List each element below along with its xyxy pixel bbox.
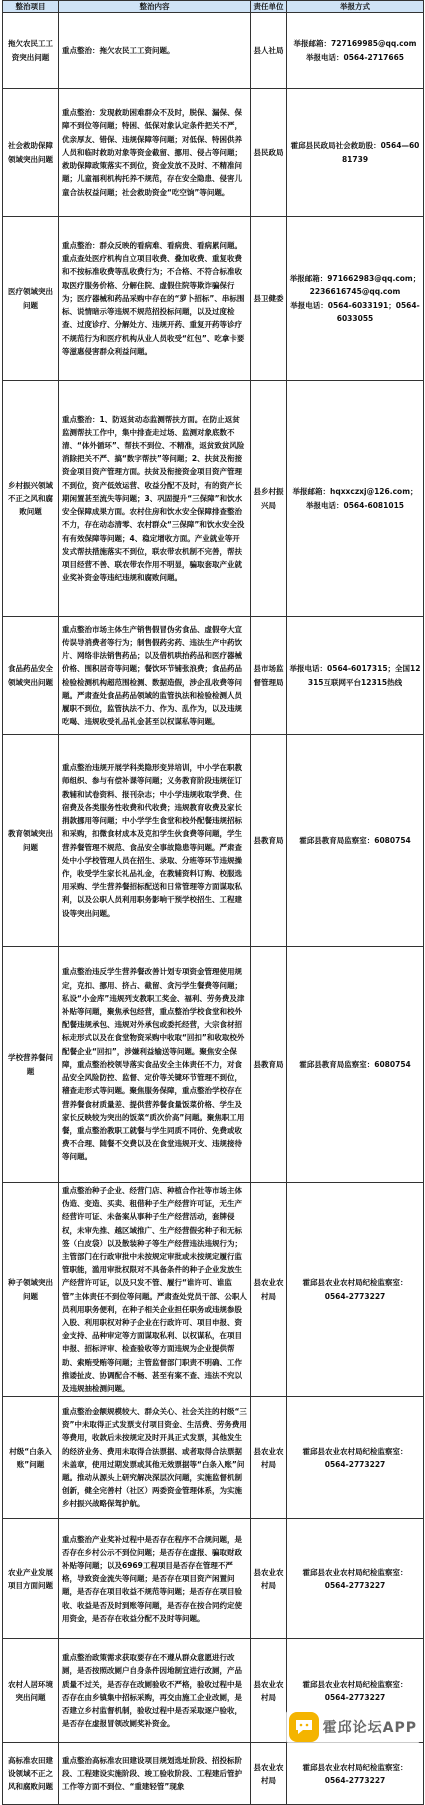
row-dept: 县民政局 xyxy=(251,89,287,217)
row-area: 乡村振兴领域不正之风和腐败问题 xyxy=(3,381,59,617)
row-report[interactable]: 霍邱县民政局社会救助股：0564—6081739 xyxy=(287,89,424,217)
table-row xyxy=(3,735,424,947)
row-report[interactable]: 霍邱县教育局监察室：6080754 xyxy=(287,947,424,1183)
row-area: 农村人居环境突出问题 xyxy=(3,1639,59,1743)
row-dept: 县市场监督管理局 xyxy=(251,617,287,735)
table-row xyxy=(3,947,424,1183)
table-row xyxy=(3,617,424,735)
row-content: 重点整治：拖欠农民工工资问题。 xyxy=(59,13,251,89)
table-row xyxy=(3,381,424,617)
row-dept: 县人社局 xyxy=(251,13,287,89)
row-content: 重点整治违规开展学科类隐形变异培训，中小学在职教师组织、参与有偿补课等问题；义务教育阶段违规征订教辅和试卷资料、报刊杂志；中小学违规收取学费、住宿费及各类服务性收费和代收费；违规教育收费及家长捐款挪用等问题；中小学学生食堂和校外配餐违规招标和采购，扣微食材成本及克扣学生伙食费等问题，学生营养餐管理不规范、食品安全事故隐患等问题。严肃查处中小学校管理人员在招生、录取、分班等环节违规操作，收受学生家长礼品礼金，在教辅资料订购、校服选用采购、学生营养餐招标配送和日常管理等方面谋取私利，以及公职人员利用职务影响干预学校招生、工程建设等突出问题。 xyxy=(59,735,251,947)
row-report[interactable]: 举报邮箱：971662983@qq.com；2236616745@qq.com 举报电话：0564-6033191；0564-6033055 xyxy=(287,217,424,381)
row-area: 学校营养餐问题 xyxy=(3,947,59,1183)
table-row xyxy=(3,89,424,217)
row-dept: 县农业农村局 xyxy=(251,1519,287,1639)
row-area: 医疗领域突出问题 xyxy=(3,217,59,381)
row-dept: 县农业农村局 xyxy=(251,1743,287,1805)
row-report[interactable]: 霍邱县教育局监察室：6080754 xyxy=(287,735,424,947)
row-area: 种子领域突出问题 xyxy=(3,1183,59,1397)
header-content: 整治内容 xyxy=(59,1,251,13)
row-dept: 县农业农村局 xyxy=(251,1639,287,1743)
row-content: 重点整治：群众反映的看病难、看病贵、看病累问题。重点查处医疗机构自立项目收费、叠加收费、重复收费和不按标准收费等乱收费行为；不合格、不符合标准收取医疗服务价格、分解住院、虚假住院等欺诈骗保行为；医疗器械和药品采购中存在的“萝卜招标”、串标围标、说情暗示等违规不规范招投标问题，以及过度检查、过度诊疗、分解处方、违规开药、重复开药等诊疗不规范行为和医疗机构从业人员收受“红包”、吃拿卡要等滋惠侵害群众利益问题。 xyxy=(59,217,251,381)
row-area: 村级“白条入账”问题 xyxy=(3,1397,59,1519)
row-content: 重点整治高标准农田建设项目规划选址阶段、招投标阶段、工程建设实施阶段、竣工验收阶段、工程建后管护工作等方面不到位、“重建轻管”现象 xyxy=(59,1743,251,1805)
row-content: 重点整治违反学生营养餐改善计划专项资金管理使用规定，克扣、挪用、挤占、截留、贪污学生餐费等问题；私设“小金库”违规列支教职工奖金、福利、劳务费及津补贴等问题，聚焦承包经营，重点整治学校食堂和校外配餐违规承包、违规对外承包或委托经营，大宗食材招标走形式以及在食堂物资采购中收取“回扣”和收取校外配餐企业“回扣”，涉嫌利益输送等问题。聚焦安全保障，重点整治校领导落实食品安全主体责任不力，对食品安全风险防控、监督、定价等关键环节管理不到位，稽查走形式等问题。聚焦服务保障，重点整治学校存在营养餐食材质量差、提供营养餐食量饭菜价格、学生及家长反映较为突出的饭菜“质次价高”问题。聚焦职工用餐，重点整治教职工就餐与学生同质不同价、免费或收费不合理、随餐不交费以及在食堂违规开支、违规接待等问题。 xyxy=(59,947,251,1183)
watermark-text: 霍邱论坛APP xyxy=(322,1720,417,1736)
table-row xyxy=(3,217,424,381)
header-report: 举报方式 xyxy=(287,1,424,13)
row-report[interactable]: 举报电话：0564-6017315；全国12315互联网平台12315热线 xyxy=(287,617,424,735)
row-report[interactable]: 霍邱县农业农村局纪检监察室： 0564-2773227 xyxy=(287,1743,424,1805)
row-dept: 县教育局 xyxy=(251,947,287,1183)
row-report[interactable]: 霍邱县农业农村局纪检监察室： 0564-2773227 xyxy=(287,1519,424,1639)
row-area: 农业产业发展项目方面问题 xyxy=(3,1519,59,1639)
row-area: 高标准农田建设领域不正之风和腐败问题 xyxy=(3,1743,59,1805)
rectification-table xyxy=(2,0,424,1805)
row-area: 食品药品安全领域突出问题 xyxy=(3,617,59,735)
row-content: 重点整治产业奖补过程中是否存在程序不合规问题，是否存在乡村公示不到位问题；是否存在虚报、骗取财政补贴等问题；以及6969工程项目是否存在管理不严格，导致资金流失等问题；是否存在项目资产闲置问题，是否存在项目收益不规范等问题；是否存在项目验收、收益是否及时到账等问题，是否存在按合同约定使用资金，是否存在收益分配不及时等问题。 xyxy=(59,1519,251,1639)
row-content: 重点整治种子企业、经营门店、种植合作社等市场主体伪造、变造、买卖、租借种子生产经营许可证，无生产经营许可证、未备案从事种子生产经营活动，套牌侵权，未审先推、越区域推广、生产经营假劣种子和无标签（白皮袋）以及散装种子等生产经营违法违规行为；主管部门在行政审批中未按规定审批或未按规定履行监管职能，滥用审批权限对不具备条件的种子企业发放生产经营许可证，以及只发不管、履行“谁许可、谁监管”主体责任不到位等问题。严肃查处党员干部、公职人员利用职务便利，在种子相关企业担任职务或违规参股入股、利用职权对种子企业在行政许可、项目申报、资金支持、品种审定等方面谋取私利、以权谋私，在项目申报、招标评审、检查验收等方面违规为企业提供帮助、索贿受贿等问题；主管监督部门职责不明确、工作推诿扯皮、协调配合不畅、甚至有案不查、违法不究以及违规抽检测问题。 xyxy=(59,1183,251,1397)
row-dept: 县教育局 xyxy=(251,735,287,947)
row-report[interactable]: 举报邮箱：727169985@qq.com 举报电话：0564-2717665 xyxy=(287,13,424,89)
row-content: 重点整治：1、防返贫动态监测帮扶方面。在防止返贫监测帮扶工作中，集中排查走过场、监测对象底数不清、“体外循环”、帮扶不到位、不精准，返贫致贫风险消除把关不严、搞“数字帮扶”等问题；2、扶贫及衔接资金项目资产管理方面。扶贫及衔接资金项目资产管理不到位，资产低效运营、收益分配不及时，有的资产长期闲置甚至流失等问题；3、巩固提升“三保障”和饮水安全保障成果方面。农村住房和饮水安全保障排查整治不力，存在动态清零、农村群众“三保障”和饮水安全没有有效保障等问题；4、稳定增收方面。产业就业等开发式帮扶措施落实不到位，联农带农机制不完善，帮扶项目经营不善、联农带农作用不明显，骗取套取产业就业奖补资金等违纪违规和腐败问题。 xyxy=(59,381,251,617)
row-dept: 县乡村振兴局 xyxy=(251,381,287,617)
row-content: 重点整治金额规模较大、群众关心、社会关注的村级“三资”中未取得正式发票支付项目资金、生活费、劳务费用等费用，收款后未按规定及时开具正式发票，其他发生的经济业务、费用未取得合法票据、或者取得合法票据未盖章，使用过期发票或其他无效票据等“白条入账”问题。推动从源头上研究解决深层次问题，实施监督机制创新，健全完善村（社区）两委资金管理体系，为实施乡村振兴战略保驾护航。 xyxy=(59,1397,251,1519)
header-area: 整治项目 xyxy=(3,1,59,13)
row-content: 重点整治市场主体生产销售假冒伪劣食品、虚假夸大宣传误导消费者等行为；制售假药劣药、违法生产中药饮片、网络非法销售药品；以及借机哄抬药品和医疗器械价格、围积居奇等问题；餐饮环节铺张浪费；食品药品检验检测机构超范围检测、数据造假，涉企乱收费等问题。严肃查处食品药品领域的监管执法和检验检测人员履职不到位，监管执法不力、作为、乱作为，以及违规吃喝、违规收受礼品礼金甚至以权谋私等问题。 xyxy=(59,617,251,735)
table-row xyxy=(3,1519,424,1639)
row-dept: 县农业农村局 xyxy=(251,1397,287,1519)
row-report[interactable]: 举报邮箱：hqxxczxj@126.com； 举报电话：0564-6081015 xyxy=(287,381,424,617)
row-area: 社会救助保障领域突出问题 xyxy=(3,89,59,217)
table-row xyxy=(3,1397,424,1519)
row-dept: 县农业农村局 xyxy=(251,1183,287,1397)
watermark xyxy=(285,1710,421,1744)
row-content: 重点整治：发现救助困难群众不及时，脱保、漏保、保障不到位等问题；特困、低保对象认定条件把关不严，优亲厚友、错保、违规保障等问题；对低保、特困供养人员和临时救助对象等资金截留、挪用、侵占等问题；救助保障政策落实不到位，资金发放不及时、不精准问题；儿童福利机构托养不规范，存在安全隐患、侵害儿童合法权益问题；社会救助资金“吃空饷”等问题。 xyxy=(59,89,251,217)
table-header-row xyxy=(3,1,424,13)
row-dept: 县卫健委 xyxy=(251,217,287,381)
table-row xyxy=(3,1183,424,1397)
row-area: 拖欠农民工工资突出问题 xyxy=(3,13,59,89)
table-row xyxy=(3,1743,424,1805)
row-report[interactable]: 霍邱县农业农村局纪检监察室： 0564-2773227 xyxy=(287,1397,424,1519)
row-content: 重点整治政策需求获取要存在不遵从群众意愿进行改厕，是否按照改厕户自身条件因地制宜进行改厕，产品质量不过关，是否存在改厕验收不严格，验收过程中是否存在由乡镇集中招标采购，再交由施工企业改厕，是否建立乡村监督机制，验收过程中是否采取逐户验收，是否存在虚报冒领改厕奖补资金。 xyxy=(59,1639,251,1743)
row-report[interactable]: 霍邱县农业农村局纪检监察室： 0564-2773227 xyxy=(287,1639,424,1743)
header-dept: 责任单位 xyxy=(251,1,287,13)
chat-bubble-icon xyxy=(289,1712,319,1742)
table-row xyxy=(3,13,424,89)
row-report[interactable]: 霍邱县农业农村局纪检监察室： 0564-2773227 xyxy=(287,1183,424,1397)
row-area: 教育领域突出问题 xyxy=(3,735,59,947)
